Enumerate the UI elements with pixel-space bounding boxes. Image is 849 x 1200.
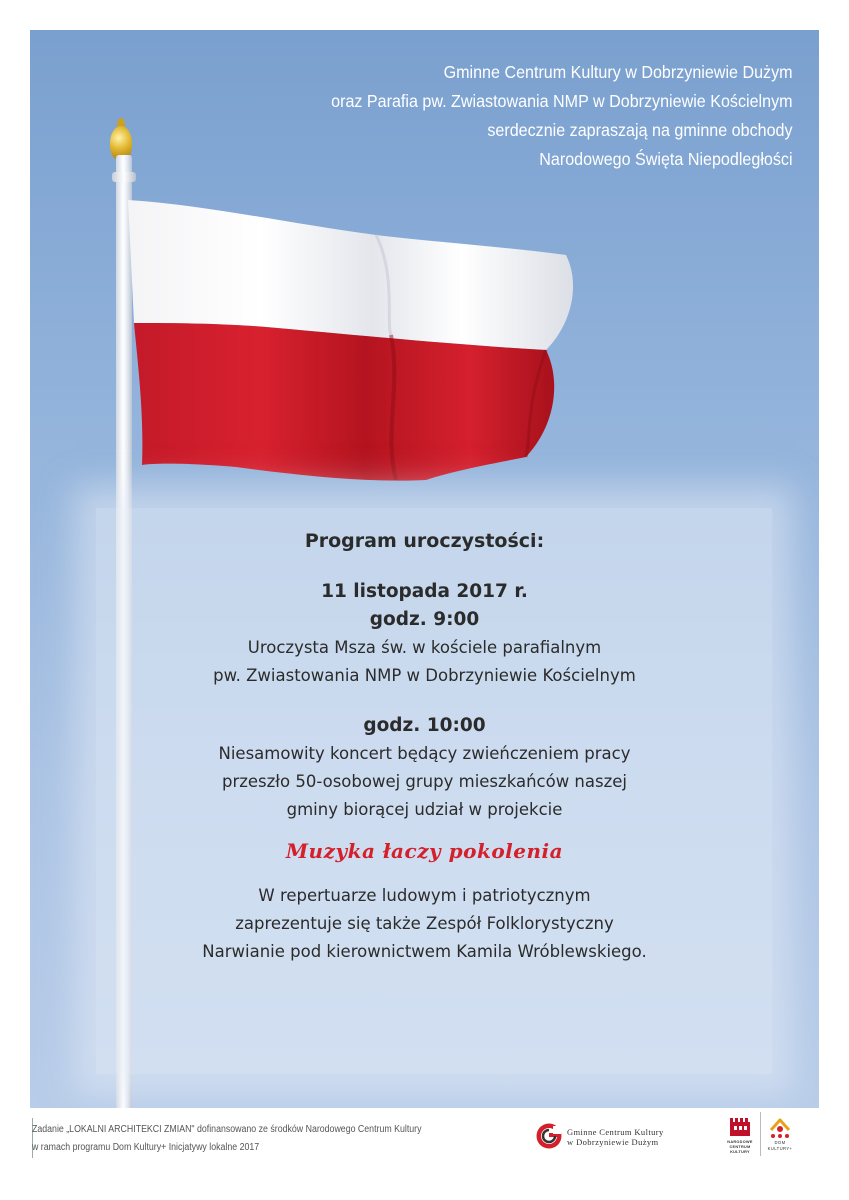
dom-kultury-logo-text: KULTURY+ xyxy=(767,1145,793,1151)
closing-line: Narwianie pod kierownictwem Kamila Wróblewskiego. xyxy=(202,942,647,961)
poster-background xyxy=(30,30,819,1108)
event1-line: Uroczysta Msza św. w kościele parafialnym xyxy=(247,638,602,657)
flagpole-collar xyxy=(112,172,136,182)
closing-line: W repertuarze ludowym i patriotycznym xyxy=(258,886,591,905)
invitation-header xyxy=(332,58,793,174)
header-line: serdecznie zapraszają na gminne obchody xyxy=(487,120,793,140)
funding-note-line: w ramach programu Dom Kultury+ Inicjatywy lokalne 2017 xyxy=(32,1142,260,1153)
dom-kultury-logo-icon xyxy=(763,1112,797,1140)
gck-logo-text: w Dobrzyniewie Dużym xyxy=(567,1137,659,1147)
header-line: oraz Parafia pw. Zwiastowania NMP w Dobrzyniewie Kościelnym xyxy=(331,91,793,111)
event2-line: Niesamowity koncert będący zwieńczeniem pracy xyxy=(218,744,631,763)
header-line: Gminne Centrum Kultury w Dobrzyniewie Dużym xyxy=(444,62,793,82)
gck-logo-icon xyxy=(535,1122,563,1150)
ncku-logo-text: NARODOWE xyxy=(727,1140,753,1144)
program-date: 11 listopada 2017 r. xyxy=(321,581,528,602)
event2-line: gminy biorącej udział w projekcie xyxy=(286,800,563,819)
program-section xyxy=(30,530,819,966)
gck-logo-text: Gminne Centrum Kultury xyxy=(567,1127,664,1137)
closing-line: zaprezentuje się także Zespół Folklorystyczny xyxy=(235,914,614,933)
ncku-logo-icon xyxy=(722,1112,758,1140)
header-line: Narodowego Święta Niepodległości xyxy=(539,149,793,169)
dom-kultury-logo-text: DOM xyxy=(774,1140,786,1145)
flag-red-stripe xyxy=(134,323,554,481)
event1-time: godz. 9:00 xyxy=(369,609,480,630)
funding-note xyxy=(32,1121,472,1157)
ncku-logo-text: CENTRUM xyxy=(729,1145,751,1149)
funding-note-line: Zadanie „LOKALNI ARCHITEKCI ZMIAN" dofinansowano ze środków Narodowego Centrum Kultury xyxy=(32,1124,422,1135)
dom-kultury-logo xyxy=(763,1112,797,1158)
program-title: Program uroczystości: xyxy=(304,530,545,552)
project-name: Muzyka łaczy pokolenia xyxy=(285,839,564,863)
ncku-logo xyxy=(722,1112,758,1158)
ncku-logo-text: KULTURY xyxy=(730,1150,750,1154)
logo-separator xyxy=(760,1112,761,1156)
event1-line: pw. Zwiastowania NMP w Dobrzyniewie Kościelnym xyxy=(213,666,636,685)
event2-time: godz. 10:00 xyxy=(363,715,486,736)
gck-logo xyxy=(535,1122,735,1154)
event2-line: przeszło 50-osobowej grupy mieszkańców naszej xyxy=(221,772,627,791)
polish-flag-image xyxy=(126,195,586,505)
